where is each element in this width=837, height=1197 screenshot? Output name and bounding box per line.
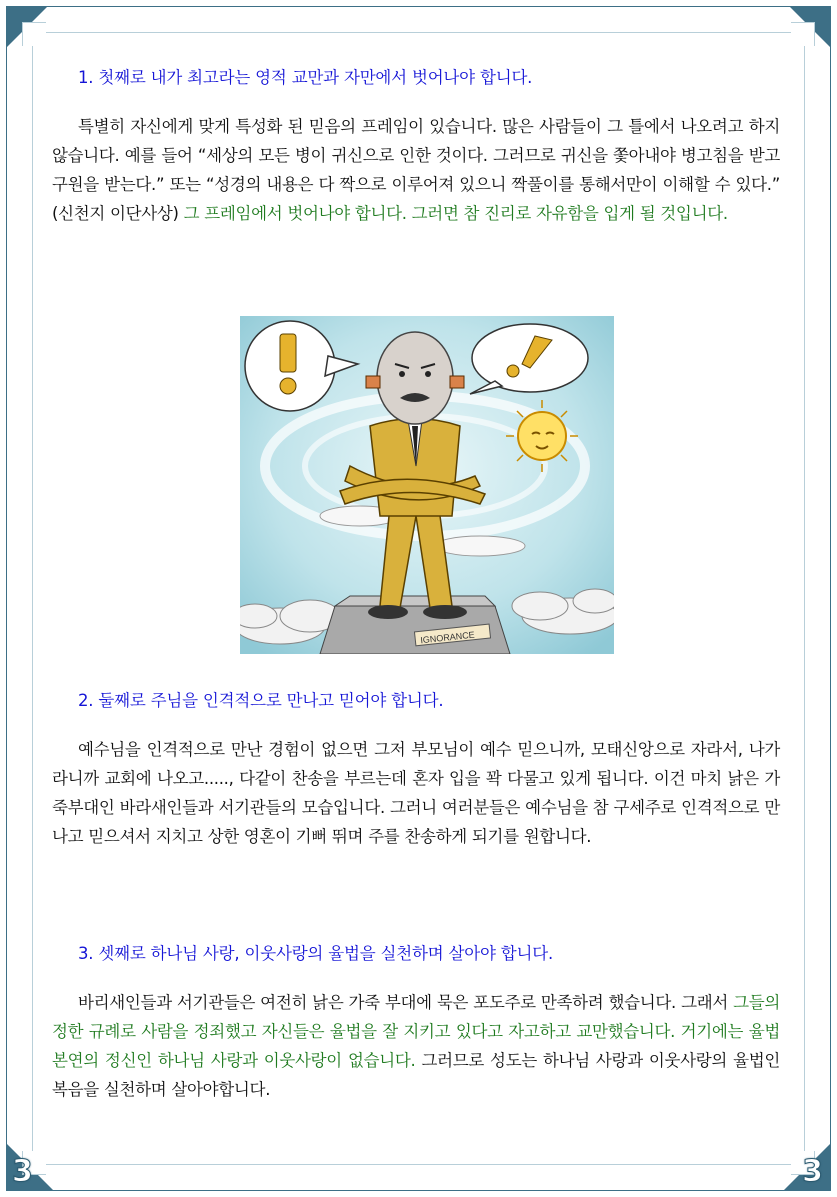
section1-text: 특별히 자신에게 맞게 특성화 된 믿음의 프레임이 있습니다. 많은 사람들이 그 틀에서 나오려고 하지 않습니다. 예를 들어 “세상의 모든 병이 귀신으로 인한 것이다. 그러므로 귀신을 쫓아내야 병고침을 받고 구원을 받는다.” 또는 “성경의 내용은 다 짝으로 이루어져 있으니 짝풀이를 통해서만이 이해할 수 있다.” (신천지 이단사상) xyxy=(52,117,780,223)
section3-text-b: 그러므로 성도는 하나님 사랑과 이웃사랑의 율법인 복음을 실천하며 살아야합니다. xyxy=(52,1051,781,1099)
page-number-left: 3 xyxy=(12,1154,33,1189)
section3-text-a: 바리새인들과 서기관들은 여전히 낡은 가죽 부대에 묵은 포도주로 만족하려 했습니다. 그래서 xyxy=(78,993,734,1012)
ignorance-label: IGNORANCE xyxy=(419,629,476,646)
inner-corner-top-left xyxy=(22,22,46,46)
cartoon-illustration xyxy=(240,316,614,654)
section1-heading: 1. 첫째로 내가 최고라는 영적 교만과 자만에서 벗어나야 합니다. xyxy=(78,68,533,87)
section2-paragraph xyxy=(52,735,780,851)
pedestal xyxy=(320,596,510,654)
section3-paragraph xyxy=(52,988,780,1104)
cartoon-svg xyxy=(240,316,614,654)
section2-text: 예수님을 인격적으로 만난 경험이 없으면 그저 부모님이 예수 믿으니까, 모태신앙으로 자라서, 나가라니까 교회에 나오고....., 다같이 찬송을 부르는데 혼자 입을 꽉 다물고 있게 됩니다. 이건 마치 낡은 가죽부대인 바라새인들과 서기관들의 모습입니다. 그러니 여러분들은 예수님을 참 구세주로 인격적으로 만나고 믿으셔서 지치고 상한 영혼이 기뻐 뛰며 주를 찬송하게 되기를 원합니다. xyxy=(52,740,780,846)
section1-paragraph xyxy=(52,112,780,228)
inner-corner-top-right xyxy=(791,22,815,46)
page-number-right: 3 xyxy=(802,1154,823,1189)
section3-highlight: 그들의 정한 규례로 사람을 정죄했고 자신들은 율법을 잘 지키고 있다고 자고하고 교만했습니다. 거기에는 율법 본연의 정신인 하나님 사랑과 이웃사랑이 없습니다. xyxy=(52,993,780,1070)
section2-heading: 2. 둘째로 주님을 인격적으로 만나고 믿어야 합니다. xyxy=(78,691,444,710)
section3-heading: 3. 셋째로 하나님 사랑, 이웃사랑의 율법을 실천하며 살아야 합니다. xyxy=(78,944,554,963)
section1-highlight: 그 프레임에서 벗어나야 합니다. 그러면 참 진리로 자유함을 입게 될 것입니다. xyxy=(183,204,728,223)
